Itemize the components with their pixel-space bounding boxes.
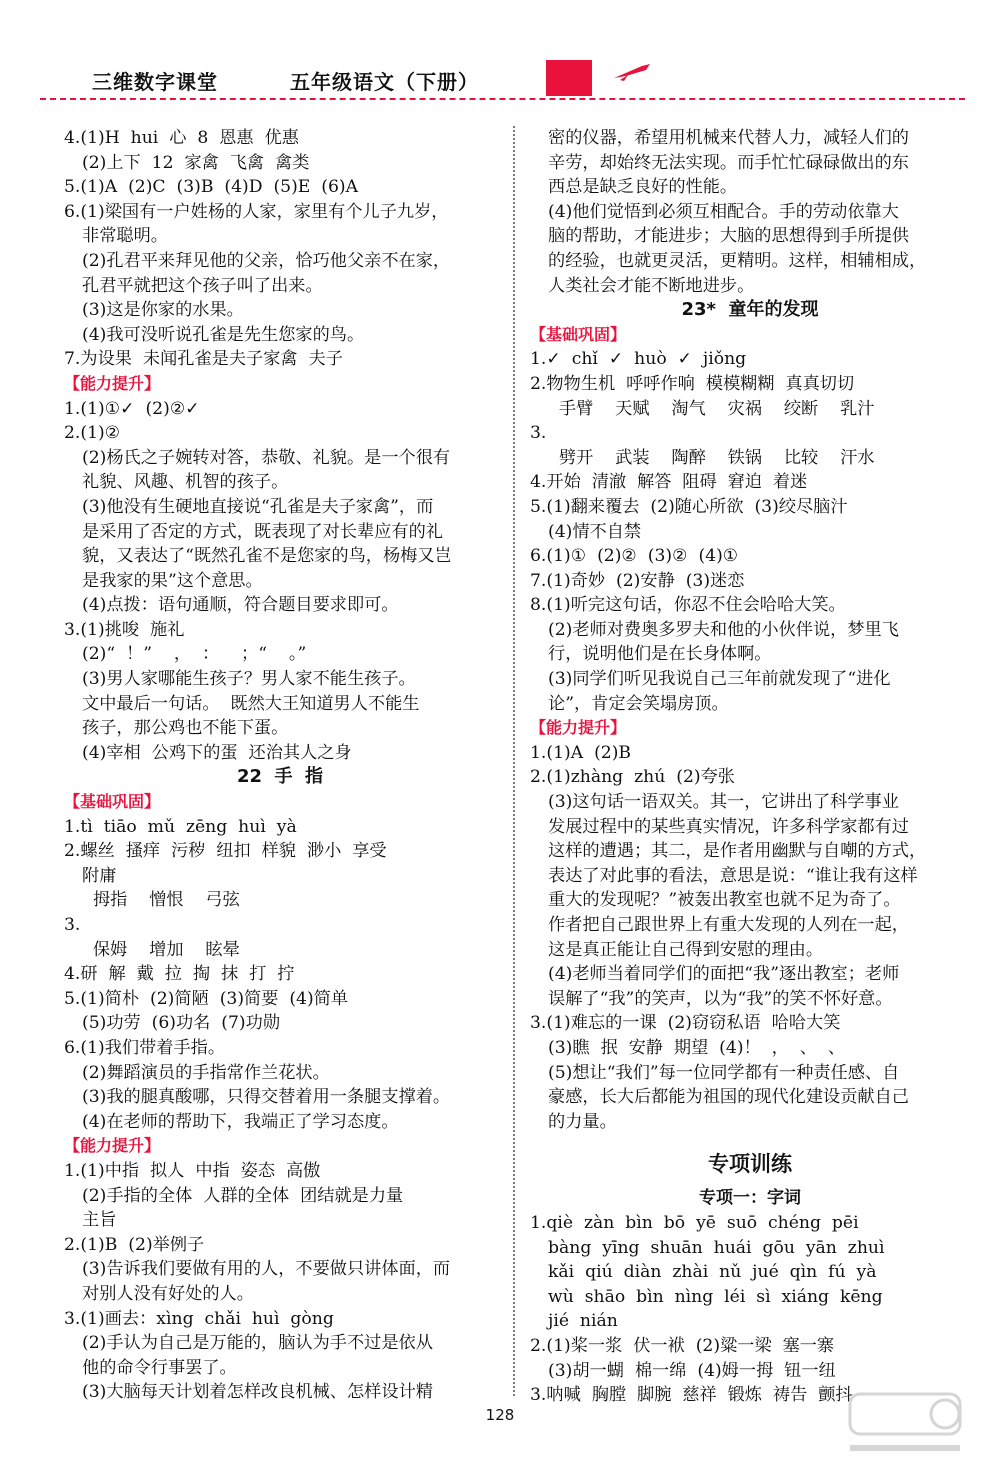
answer-line: 2.(1)B (2)举例子 [64, 1234, 205, 1255]
answer-line: kǎi qiú diàn zhài nǔ jué qìn fú yà [548, 1262, 877, 1283]
section-heading: 专项训练 [708, 1152, 792, 1177]
answer-line: 4.(1)H hui 心 8 恩惠 优惠 [64, 128, 299, 148]
answer-line: 3.(1)挑唆 施礼 [64, 619, 185, 640]
answer-line: 发展过程中的某些真实情况，许多科学家都有过 [548, 816, 909, 837]
answer-line: (3)胡一蝴 棉一绵 (4)姆一拇 钮一纽 [548, 1360, 836, 1381]
answer-line: 脑的帮助，才能进步；大脑的思想得到手所提供 [548, 226, 909, 247]
answer-line: 是采用了否定的方式，既表现了对长辈应有的礼 [82, 521, 443, 542]
answer-line: 论”，肯定会笑塌房顶。 [548, 693, 729, 714]
section-heading: 专项一：字词 [699, 1188, 801, 1209]
answer-line: 主旨 [82, 1210, 117, 1231]
answer-line: (4)点拨：语句通顺，符合题目要求即可。 [82, 595, 399, 616]
answer-line: 7.(1)奇妙 (2)安静 (3)迷恋 [530, 570, 745, 591]
answer-line: 5.(1)翻来覆去 (2)随心所欲 (3)绞尽脑汁 [530, 496, 848, 517]
answer-line: 误解了“我”的笑声，以为“我”的笑不怀好意。 [548, 988, 893, 1009]
answer-line: (2)上下 12 家禽 飞禽 禽类 [82, 152, 310, 173]
answer-line: (2)手认为自己是万能的，脑认为手不过是依从 [82, 1333, 433, 1354]
column-divider [513, 126, 515, 1396]
page-number: 128 [485, 1406, 515, 1424]
answer-line: (2)“ ！” ， ： ；“ 。” [82, 644, 307, 665]
answer-line: (3)这句话一语双关。其一，它讲出了科学事业 [548, 792, 899, 813]
answer-line: (3)我的腿真酸哪，只得交替着用一条腿支撑着。 [82, 1087, 451, 1108]
answer-line: (2)孔君平来拜见他的父亲，恰巧他父亲不在家， [82, 250, 451, 271]
answer-line: 4.研 解 戴 拉 掏 抹 打 拧 [64, 964, 295, 985]
answer-line: 1.(1)①✓ (2)②✓ [64, 398, 200, 419]
answer-line: 的力量。 [548, 1111, 617, 1132]
answer-line: 孔君平就把这个孩子叫了出来。 [82, 275, 323, 296]
answer-line: 1.(1)中指 拟人 中指 姿态 高傲 [64, 1160, 321, 1181]
answer-line: (2)手指的全体 人群的全体 团结就是力量 [82, 1185, 404, 1206]
answer-line: (3)告诉我们要做有用的人，不要做只讲体面，而 [82, 1259, 451, 1280]
answer-line: 貌，又表达了“既然孔雀不是您家的鸟，杨梅又岂 [82, 546, 452, 567]
answer-line: 重大的发现呢？”被轰出教室也就不足为奇了。 [548, 890, 901, 911]
answer-line: 3.呐喊 胸膛 脚腕 慈祥 锻炼 祷告 颤抖 [530, 1385, 853, 1406]
answer-line: (3)同学们听见我说自己三年前就发现了“进化 [548, 669, 891, 690]
answer-line: wù shāo bìn nìng léi sì xiáng kēng [548, 1286, 883, 1307]
answer-line: 3.(1)画去：xìng chǎi huì gòng [64, 1308, 334, 1329]
answer-line: (4)他们觉悟到必须互相配合。手的劳动依靠大 [548, 201, 899, 222]
answer-line: 1.tì tiāo mǔ zēng huì yà [64, 816, 297, 837]
answer-line: 2.(1)桨一浆 伏一袱 (2)粱一梁 塞一寨 [530, 1335, 835, 1356]
answer-line: (3)大脑每天计划着怎样改良机械、怎样设计精 [82, 1382, 433, 1403]
section-tag: 【基础巩固】 [64, 792, 161, 812]
answer-line: 4.开始 清澈 解答 阻碍 窘迫 着迷 [530, 472, 808, 493]
answer-line: 1.✓ chǐ ✓ huò ✓ jiǒng [530, 349, 747, 370]
page-header [0, 0, 1000, 100]
left-column [64, 126, 496, 1405]
answer-line: (2)舞蹈演员的手指常作兰花状。 [82, 1062, 330, 1083]
answer-line: (4)情不自禁 [548, 521, 642, 542]
section-tag: 【基础巩固】 [530, 324, 627, 344]
answer-line: (4)宰相 公鸡下的蛋 还治其人之身 [82, 742, 352, 763]
answer-line: (4)在老师的帮助下，我端正了学习态度。 [82, 1111, 399, 1132]
answer-line: 保姆 增加 眩晕 [82, 939, 240, 960]
watermark-logo [840, 1386, 970, 1466]
answer-line: 文中最后一句话。 既然大王知道男人不能生 [82, 693, 420, 714]
answer-line: 2.物物生机 呼呼作响 模模糊糊 真真切切 [530, 373, 855, 394]
answer-line: 的经验，也就更灵活，更精明。这样，相辅相成， [548, 250, 927, 271]
answer-line: 孩子，那公鸡也不能下蛋。 [82, 718, 289, 739]
section-tag: 【能力提升】 [530, 718, 627, 738]
answer-line: 2.(1)zhàng zhú (2)夸张 [530, 767, 735, 788]
answer-line: 行，说明他们是在长身体啊。 [548, 644, 772, 665]
answer-line: 是我家的果”这个意思。 [82, 570, 263, 591]
answer-line: 6.(1)我们带着手指。 [64, 1037, 226, 1058]
answer-line: 劈开 武装 陶醉 铁锅 比较 汗水 [548, 447, 875, 468]
answer-line: (2)杨氏之子婉转对答，恭敬、礼貌。是一个很有 [82, 447, 451, 468]
answer-line: 3. [530, 423, 547, 444]
answer-line: 这是真正能让自己得到安慰的理由。 [548, 939, 824, 960]
answer-line: (3)男人家哪能生孩子？男人家不能生孩子。 [82, 669, 416, 690]
answer-line: 附庸 [82, 865, 117, 886]
answer-line: 5.(1)A (2)C (3)B (4)D (5)E (6)A [64, 177, 359, 198]
answer-line: 礼貌、风趣、机智的孩子。 [82, 472, 289, 493]
answer-line: 密的仪器，希望用机械来代替人力，减轻人们的 [548, 128, 909, 148]
header-red-block [546, 60, 592, 96]
answer-line: (3)这是你家的水果。 [82, 300, 244, 321]
answer-line: 3.(1)难忘的一课 (2)窃窃私语 哈哈大笑 [530, 1013, 841, 1034]
series-title: 三维数字课堂 [92, 70, 218, 94]
answer-line: 6.(1)梁国有一户姓杨的人家，家里有个儿子九岁， [64, 201, 449, 222]
answer-line: 1.(1)A (2)B [530, 742, 632, 763]
answer-line: 作者把自己跟世界上有重大发现的人列在一起， [548, 915, 909, 935]
answer-line: (5)功劳 (6)功名 (7)功勋 [82, 1013, 281, 1034]
answer-line: 手臂 天赋 淘气 灾祸 绞断 乳汁 [548, 398, 875, 419]
answer-line: 6.(1)① (2)② (3)② (4)① [530, 546, 739, 567]
answer-line: 人类社会才能不断地进步。 [548, 275, 755, 296]
section-tag: 【能力提升】 [64, 1136, 161, 1156]
answer-line: 豪感，长大后都能为祖国的现代化建设贡献自己 [548, 1087, 909, 1108]
answer-line: bàng yīng shuān huái gōu yān zhuì [548, 1237, 885, 1258]
answer-line: 2.螺丝 搔痒 污秽 纽扣 样貌 渺小 享受 [64, 841, 387, 862]
rocket-icon [612, 62, 652, 82]
answer-line: jié nián [548, 1311, 618, 1332]
book-title: 五年级语文（下册） [290, 70, 479, 94]
answer-line: 8.(1)听完这句话，你忍不住会哈哈大笑。 [530, 595, 846, 616]
header-divider [40, 98, 965, 100]
answer-line: 西总是缺乏良好的性能。 [548, 177, 738, 198]
answer-line: (3)瞧 抿 安静 期望 (4)！ ， 、 、 [548, 1037, 846, 1058]
answer-line: 他的命令行事罢了。 [82, 1357, 237, 1378]
answer-line: 对别人没有好处的人。 [82, 1283, 254, 1304]
section-heading: 22 手 指 [236, 766, 324, 788]
answer-line: (5)想让“我们”每一位同学都有一种责任感、自 [548, 1062, 900, 1083]
answer-line: 1.qiè zàn bìn bō yē suō chéng pēi [530, 1212, 859, 1233]
right-column [530, 126, 970, 1408]
answer-line: 2.(1)② [64, 423, 121, 444]
answer-line: (2)老师对费奥多罗夫和他的小伙伴说，梦里飞 [548, 619, 899, 640]
answer-line: 拇指 憎恨 弓弦 [82, 890, 240, 911]
answer-line: (3)他没有生硬地直接说“孔雀是夫子家禽”，而 [82, 496, 434, 517]
answer-line: (4)老师当着同学们的面把“我”逐出教室；老师 [548, 964, 900, 985]
answer-line: (4)我可没听说孔雀是先生您家的鸟。 [82, 324, 365, 345]
answer-line: 5.(1)简朴 (2)简陋 (3)简要 (4)简单 [64, 988, 349, 1009]
answer-line: 这样的遭遇；其二，是作者用幽默与自嘲的方式， [548, 841, 927, 862]
answer-line: 3. [64, 915, 81, 935]
answer-line: 7.为设果 未闻孔雀是夫子家禽 夫子 [64, 349, 343, 370]
answer-line: 非常聪明。 [82, 226, 168, 247]
section-heading: 23* 童年的发现 [681, 299, 819, 321]
answer-line: 表达了对此事的看法，意思是说：“谁让我有这样 [548, 865, 918, 886]
answer-line: 辛劳，却始终无法实现。而手忙忙碌碌做出的东 [548, 152, 909, 173]
section-tag: 【能力提升】 [64, 373, 161, 393]
